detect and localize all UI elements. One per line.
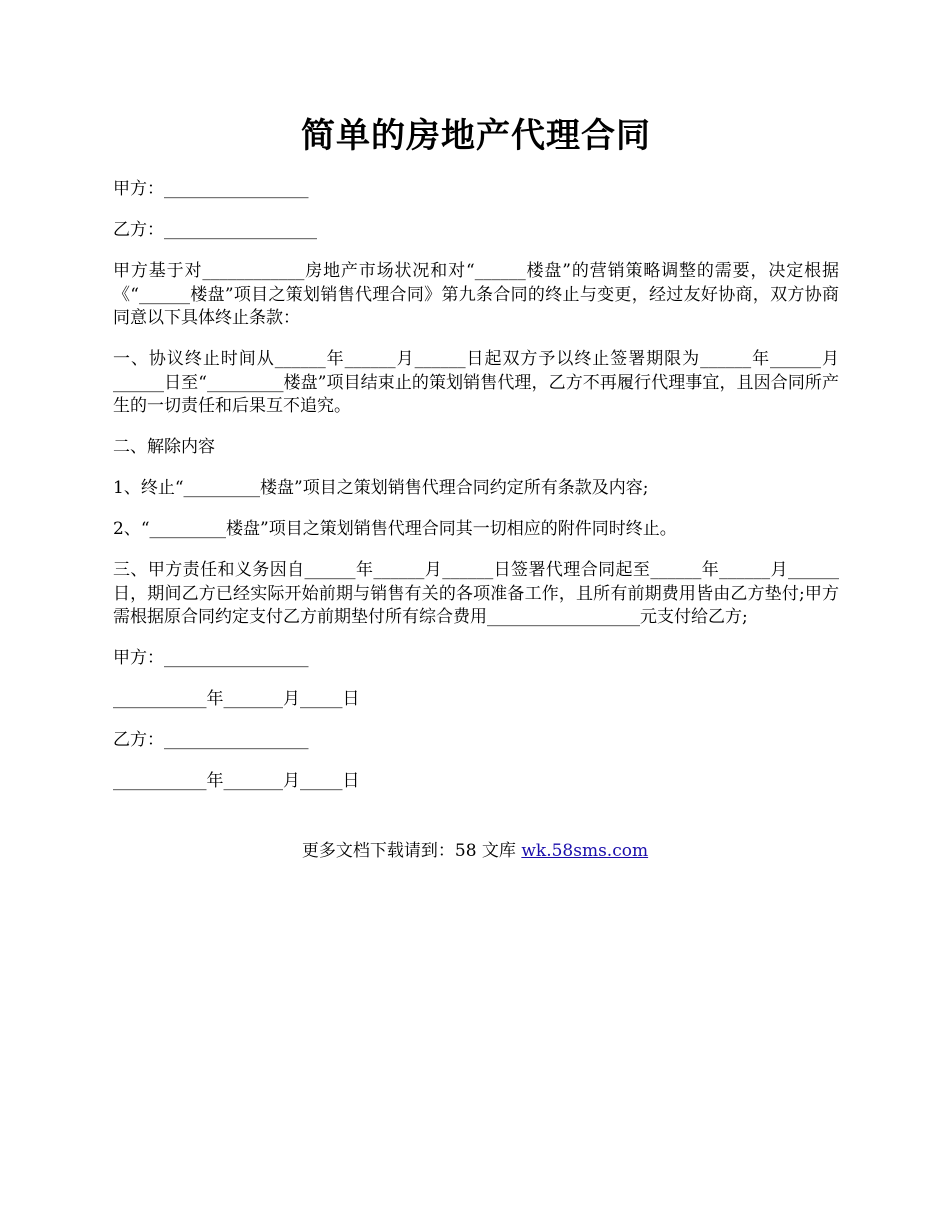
download-footer bbox=[0, 840, 950, 863]
clause-two-item-1: 1、终止“_________楼盘”项目之策划销售代理合同约定所有条款及内容; bbox=[113, 478, 649, 498]
party-a-line: 甲方：_________________ bbox=[113, 179, 309, 199]
preamble-paragraph: 甲方基于对____________房地产市场状况和对“______楼盘”的营销策略调整的需要，决定根据《“______楼盘”项目之策划销售代理合同》第九条合同的终止与变更，经过友好协商，双方协商同意以下具体终止条款： bbox=[113, 261, 839, 328]
signature-party-b: 乙方：_________________ bbox=[113, 730, 309, 750]
footer-text: 更多文档下载请到：58 文库 bbox=[301, 841, 522, 861]
footer-link[interactable]: wk.58sms.com bbox=[521, 841, 649, 861]
signature-date-b: ___________年_______月_____日 bbox=[113, 771, 360, 791]
document-title: 简单的房地产代理合同 bbox=[301, 116, 651, 156]
clause-three-paragraph: 三、甲方责任和义务因自______年______月______日签署代理合同起至______年______月______日，期间乙方已经实际开始前期与销售有关的各项准备工作，且所有前期费用皆由乙方垫付;甲方需根据原合同约定支付乙方前期垫付所有综合费用__________________元支付给乙方; bbox=[113, 560, 839, 627]
signature-date-a: ___________年_______月_____日 bbox=[113, 689, 360, 709]
signature-party-a: 甲方：_________________ bbox=[113, 648, 309, 668]
document-body bbox=[113, 178, 839, 811]
clause-two-heading: 二、解除内容 bbox=[113, 437, 215, 457]
clause-two-item-2: 2、“_________楼盘”项目之策划销售代理合同其一切相应的附件同时终止。 bbox=[113, 519, 677, 539]
clause-one-paragraph: 一、协议终止时间从______年______月______日起双方予以终止签署期限为______年______月______日至“_________楼盘”项目结束止的策划销售代理，乙方不再履行代理事宜，且因合同所产生的一切责任和后果互不追究。 bbox=[113, 349, 839, 416]
party-b-line: 乙方：__________________ bbox=[113, 220, 317, 240]
